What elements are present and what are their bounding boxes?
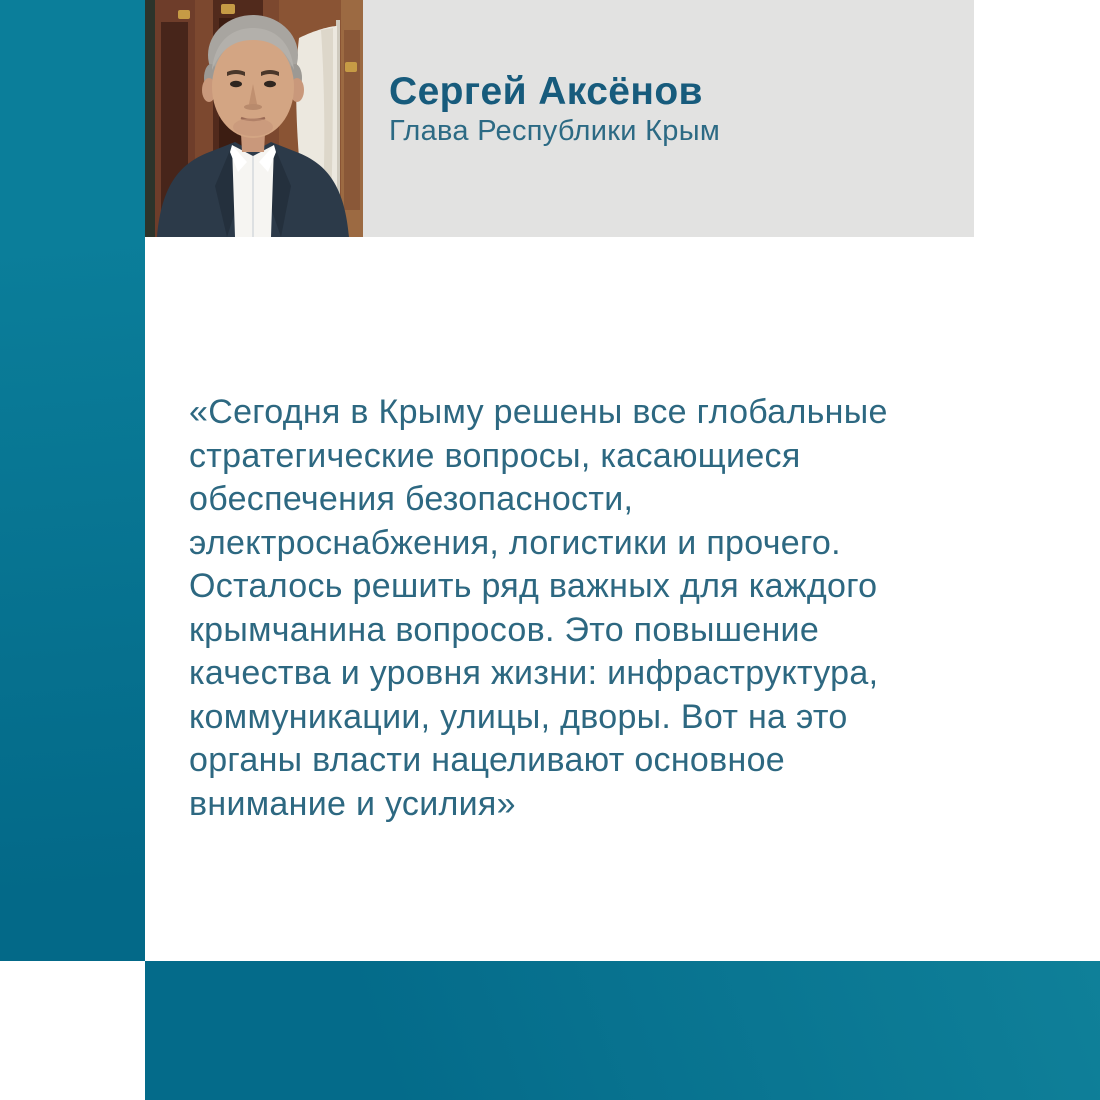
quote-line: «Сегодня в Крыму решены все глобальные xyxy=(189,393,888,431)
quote-line: органы власти нацеливают основное xyxy=(189,741,785,779)
quote-line: коммуникации, улицы, дворы. Вот на это xyxy=(189,697,848,736)
header-banner xyxy=(363,0,974,237)
left-accent-column xyxy=(0,0,145,961)
person-title: Глава Республики Крым xyxy=(389,115,721,147)
portrait-photo xyxy=(145,0,363,237)
portrait-illustration xyxy=(145,0,363,237)
quote-line: качества и уровня жизни: инфраструктура, xyxy=(189,654,879,692)
quote-line: стратегические вопросы, касающиеся xyxy=(189,436,801,475)
bottom-accent-bar xyxy=(145,961,1100,1100)
quote-line: электроснабжения, логистики и прочего. xyxy=(189,523,841,562)
person-name: Сергей Аксёнов xyxy=(389,70,703,113)
quote-text xyxy=(189,391,989,826)
quote-line: крымчанина вопросов. Это повышение xyxy=(189,610,820,649)
quote-line: Осталось решить ряд важных для каждого xyxy=(189,567,878,605)
quote-line: обеспечения безопасности, xyxy=(189,480,634,518)
quote-line: внимание и усилия» xyxy=(189,784,516,823)
